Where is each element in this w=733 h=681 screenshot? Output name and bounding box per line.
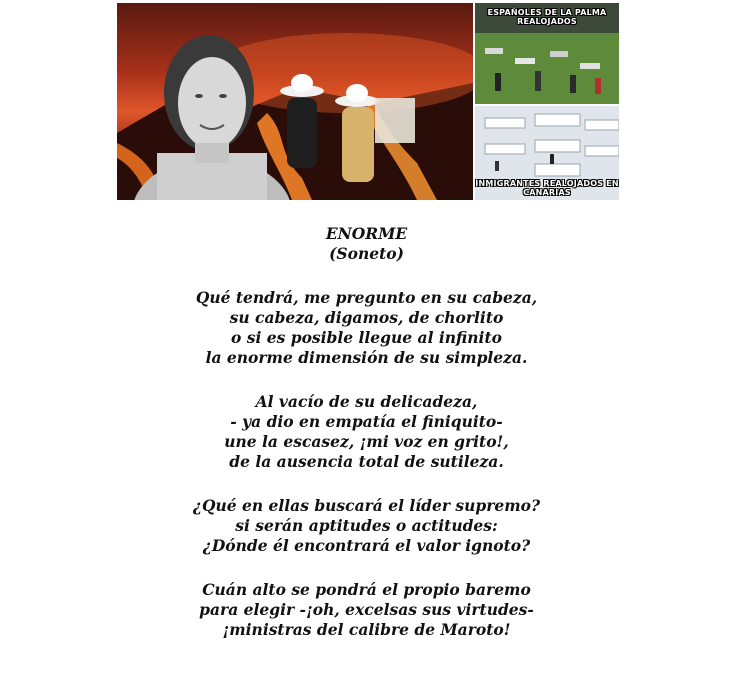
poem-line: si serán aptitudes o actitudes: (235, 516, 498, 535)
stanza-1 (0, 288, 733, 368)
hotel-photo (475, 106, 619, 200)
poem-line: o si es posible llegue al infinito (231, 328, 502, 347)
poem-line: - ya dio en empatía el finiquito- (230, 412, 503, 431)
bottom-photo-caption (475, 179, 619, 197)
bottom-caption-line-2: CANARIAS (523, 188, 571, 197)
poem (0, 224, 733, 640)
bottom-caption-line-1: INMIGRANTES REALOJADOS EN (475, 179, 619, 188)
poem-title: ENORME (325, 224, 408, 243)
poem-line: ¡ministras del calibre de Maroto! (222, 620, 511, 639)
stanza-4 (0, 580, 733, 640)
poem-line: ¿Qué en ellas buscará el líder supremo? (192, 496, 541, 515)
top-caption-line-2: REALOJADOS (517, 17, 577, 26)
header-collage (117, 3, 619, 200)
stanza-3 (0, 496, 733, 556)
poem-line: Al vacío de su delicadeza, (255, 392, 478, 411)
poem-line: Qué tendrá, me pregunto en su cabeza, (195, 288, 538, 307)
poem-title-block (0, 224, 733, 264)
poem-line: ¿Dónde él encontrará el valor ignoto? (202, 536, 531, 555)
poem-line: de la ausencia total de sutileza. (229, 452, 504, 471)
top-caption-line-1: ESPAÑOLES DE LA PALMA (487, 8, 607, 17)
poem-subtitle: (Soneto) (329, 244, 404, 263)
volcano-scene-illustration (117, 3, 473, 200)
poem-line: para elegir -¡oh, excelsas sus virtudes- (199, 600, 534, 619)
evacuees-photo (475, 3, 619, 104)
top-photo-caption (475, 8, 619, 26)
volcano-photo (117, 3, 473, 200)
poem-line: Cuán alto se pondrá el propio baremo (202, 580, 531, 599)
stanza-2 (0, 392, 733, 472)
poem-line: une la escasez, ¡mi voz en grito!, (224, 432, 509, 451)
poem-line: la enorme dimensión de su simpleza. (205, 348, 528, 367)
poem-line: su cabeza, digamos, de chorlito (229, 308, 504, 327)
